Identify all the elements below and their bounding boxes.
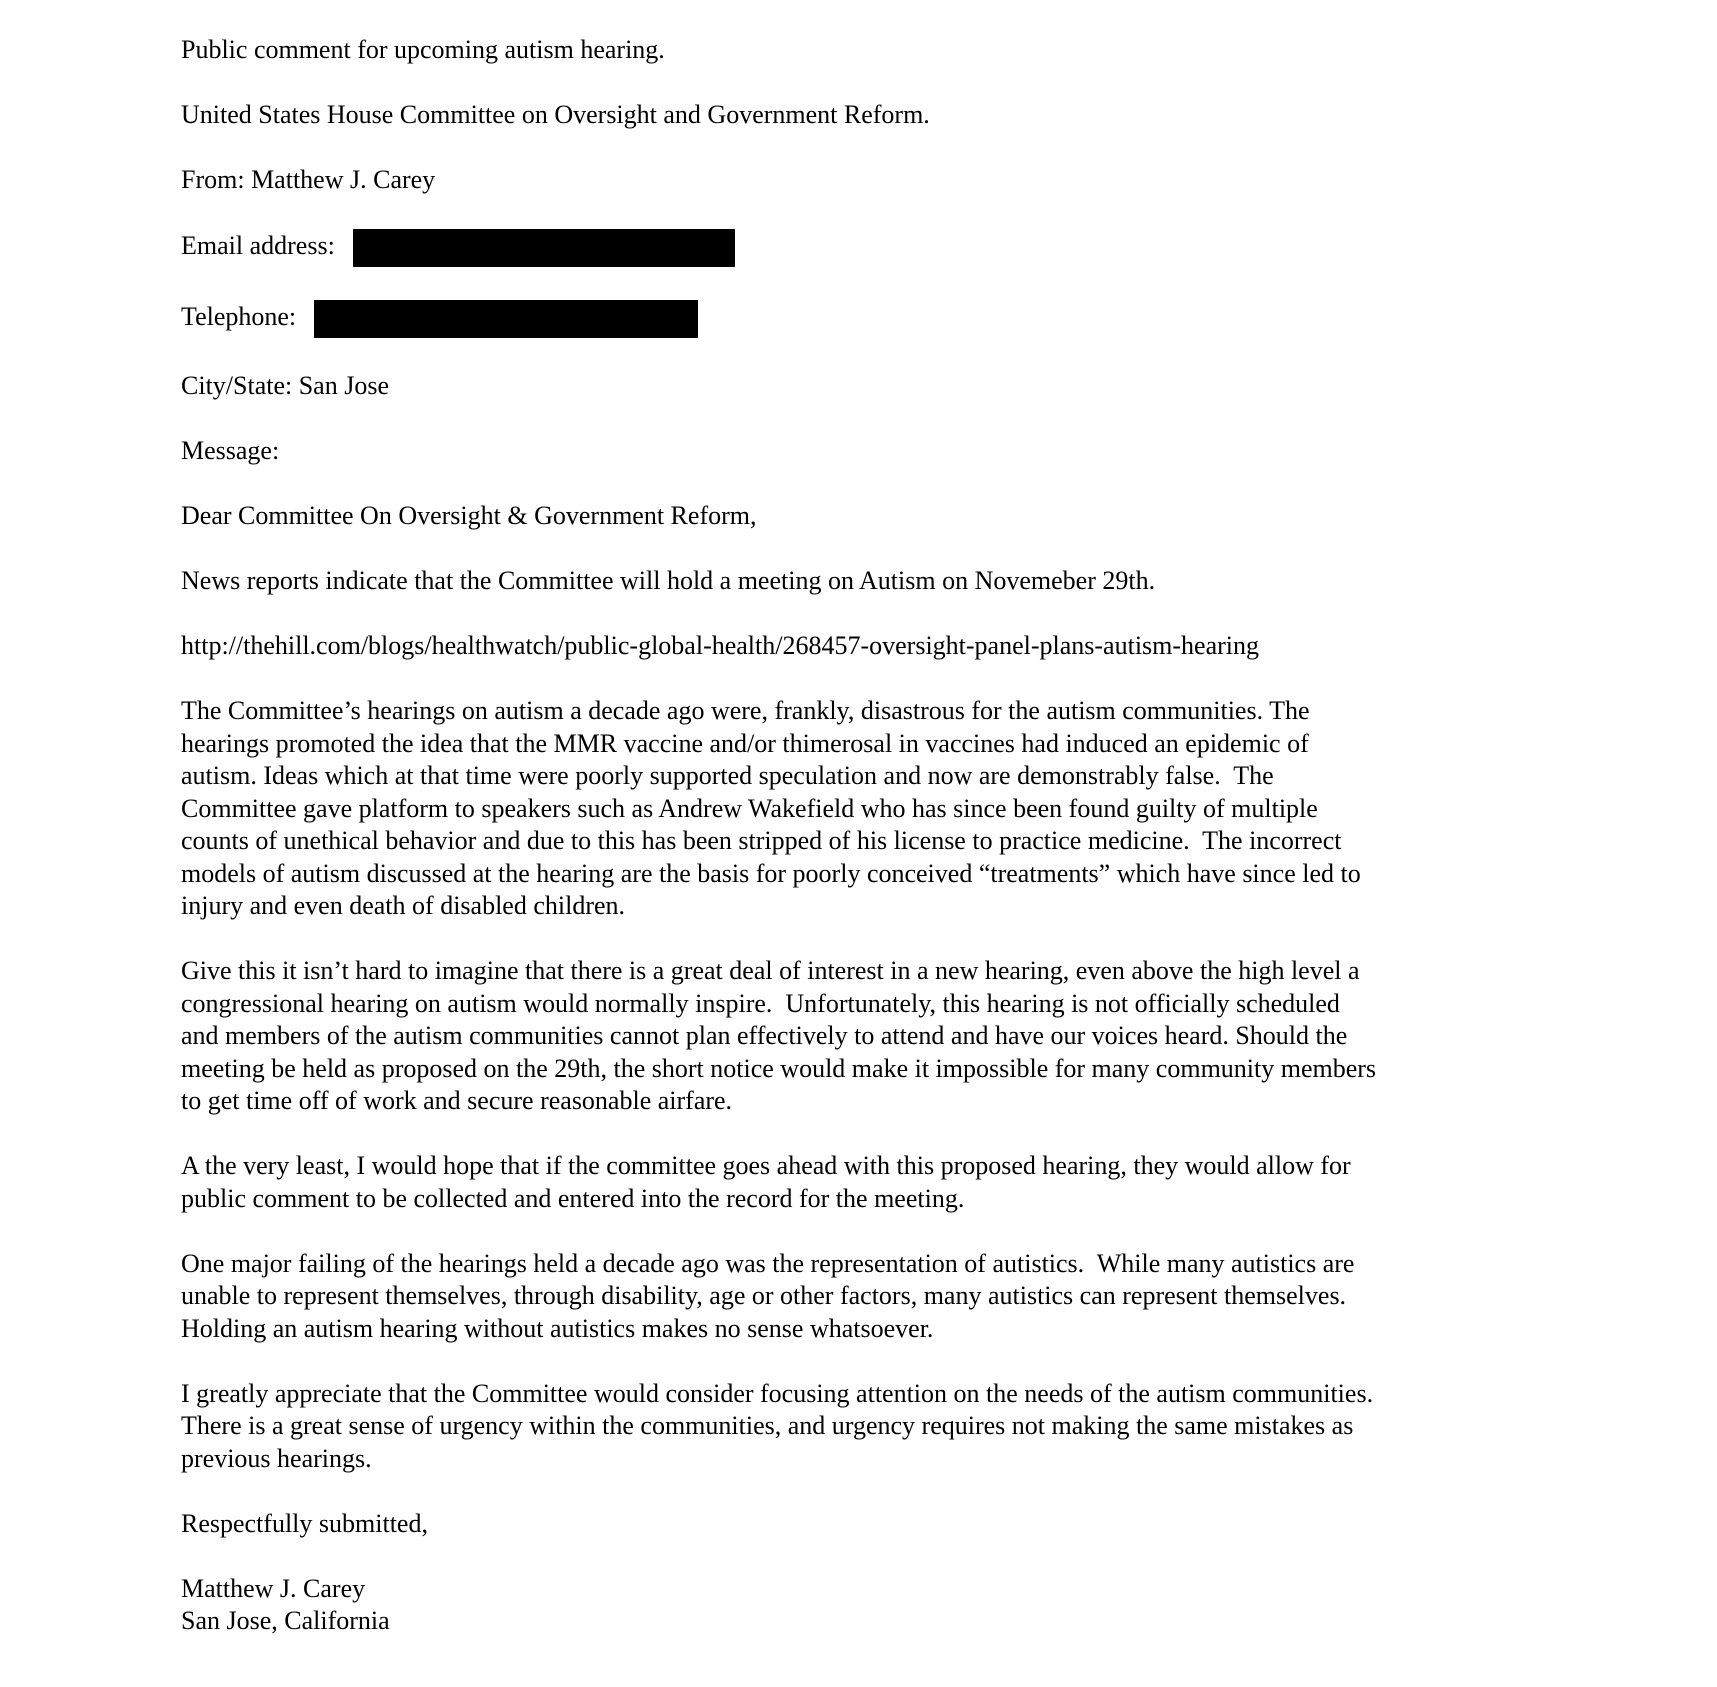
message-label: Message: [181, 436, 280, 465]
paragraph-scheduling-concern: Give this it isn’t hard to imagine that there is a great deal of interest in a new hearing, even above the high level a congressional hearing on autism would normally inspire. Unfortunately, this hearing is not officially scheduled and members of the autism communities cannot plan effectively to attend and have our voices heard. Should the meeting be held as proposed on the 29th, the short notice would make it impossible for many community members to get time off of work and secure reasonable airfare. [181, 956, 1383, 1115]
from-line: From: Matthew J. Carey [181, 165, 436, 194]
telephone-redaction-bar [314, 300, 698, 338]
paragraph-appreciation: I greatly appreciate that the Committee would consider focusing attention on the needs of the autism communities. There is a great sense of urgency within the communities, and urgency requires not making the same mistakes as previous hearings. [181, 1378, 1386, 1473]
paragraph-past-hearings: The Committee’s hearings on autism a decade ago were, frankly, disastrous for the autism communities. The hearings promoted the idea that the MMR vaccine and/or thimerosal in vaccines had induced an epidemic of autism. Ideas which at that time were poorly supported speculation and now are demonstrably false. The Committee gave platform to speakers such as Andrew Wakefield who has since been found guilty of multiple counts of unethical behavior and due to this has been stripped of his license to practice medicine. The incorrect models of autism discussed at the hearing are the basis for poorly conceived “treatments” which have since led to injury and even death of disabled children. [181, 696, 1368, 920]
paragraph-public-comment-request: A the very least, I would hope that if the committee goes ahead with this proposed hearing, they would allow for public comment to be collected and entered into the record for the meeting. [181, 1151, 1358, 1213]
email-label: Email address: [181, 230, 335, 260]
article-url: http://thehill.com/blogs/healthwatch/public-global-health/268457-oversight-panel-plans-autism-hearing [181, 631, 1260, 660]
subject-line: Public comment for upcoming autism hearing. [181, 35, 665, 64]
signature-name: Matthew J. Carey [181, 1573, 366, 1603]
signature-block [181, 1573, 1377, 1638]
telephone-line [181, 300, 1377, 338]
email-line [181, 229, 1377, 267]
committee-line: United States House Committee on Oversight and Government Reform. [181, 100, 930, 129]
salutation-line: Dear Committee On Oversight & Government Reform, [181, 501, 757, 530]
city-state-line: City/State: San Jose [181, 371, 389, 400]
email-redaction-bar [353, 229, 735, 267]
paragraph-autistic-representation: One major failing of the hearings held a decade ago was the representation of autistics. While many autistics are unable to represent themselves, through disability, age or other factors, many autistics can represent themselves. Holding an autism hearing without autistics makes no sense whatsoever. [181, 1248, 1361, 1343]
telephone-label: Telephone: [181, 301, 297, 331]
closing-line: Respectfully submitted, [181, 1508, 428, 1538]
signature-location: San Jose, California [181, 1606, 390, 1635]
news-report-line: News reports indicate that the Committee will hold a meeting on Autism on Novemeber 29th. [181, 566, 1156, 595]
